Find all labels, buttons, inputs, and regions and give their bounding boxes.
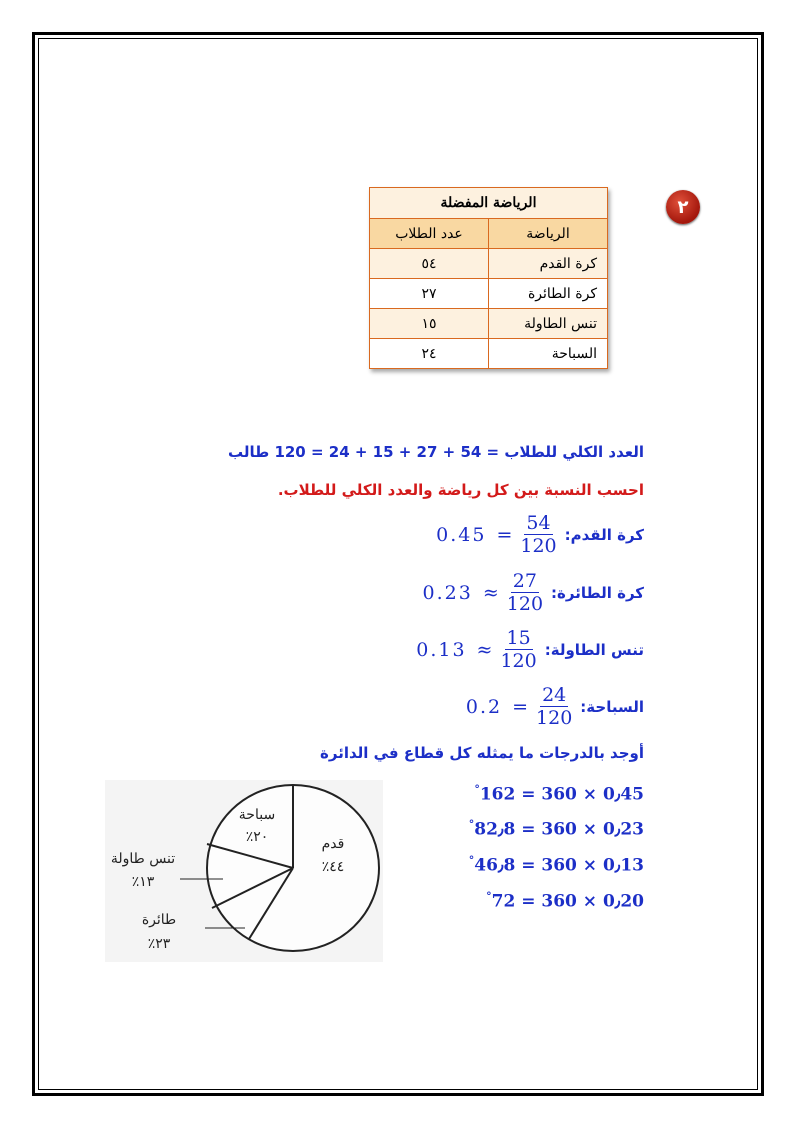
slice-label-volleyball-name: طائرة — [141, 912, 177, 928]
degree-line: °162 = 360 × 0٫45 — [474, 783, 644, 805]
degree-result: 46٫8 — [474, 855, 516, 876]
fraction-numerator: 15 — [506, 627, 531, 649]
ratio-operator: ≈ — [476, 638, 493, 661]
fraction — [507, 570, 543, 615]
ratio-operator: = — [496, 523, 513, 546]
sport-cell: تنس الطاولة — [489, 309, 608, 339]
header-sport: الرياضة — [489, 219, 608, 249]
instruction-line: احسب النسبة بين كل رياضة والعدد الكلي للطلاب. — [277, 481, 644, 499]
question-number-badge: ٢ — [666, 190, 700, 224]
ratio-label: السباحة: — [580, 697, 644, 716]
fraction — [520, 512, 556, 557]
sport-cell: السباحة — [489, 339, 608, 369]
ratio-label: كرة القدم: — [564, 525, 644, 544]
degree-result: 82٫8 — [474, 819, 516, 840]
header-count: عدد الطلاب — [370, 219, 489, 249]
degree-line: °46٫8 = 360 × 0٫13 — [468, 854, 644, 876]
degrees-heading: أوجد بالدرجات ما يمثله كل قطاع في الدائرة — [320, 744, 644, 762]
ratio-operator: = — [512, 695, 529, 718]
ratio-row-volleyball — [423, 570, 644, 615]
slice-label-swim-name: سباحة — [238, 807, 276, 823]
ratio-label: تنس الطاولة: — [544, 640, 644, 659]
table-caption: الرياضة المفضلة — [370, 188, 608, 219]
ratio-operator: ≈ — [482, 581, 499, 604]
sport-cell: كرة القدم — [489, 249, 608, 279]
fraction-denominator: 120 — [536, 707, 573, 729]
degree-expression: = 360 × 0٫20 — [521, 891, 644, 912]
total-students-line: العدد الكلي للطلاب = 54 + 27 + 15 + 24 = 120 طالب — [227, 443, 644, 461]
degree-result: 162 — [479, 784, 516, 805]
table-row — [370, 309, 608, 339]
fraction — [536, 684, 572, 729]
count-cell: ٥٤ — [370, 249, 489, 279]
degree-line: °72 = 360 × 0٫20 — [486, 890, 644, 912]
fraction-denominator: 120 — [500, 650, 537, 672]
slice-label-table-tennis-name: تنس طاولة — [110, 851, 176, 867]
slice-label-swim-pct: ٪٢٠ — [245, 829, 269, 845]
ratio-row-table-tennis — [416, 627, 644, 672]
degree-expression: = 360 × 0٫45 — [521, 784, 644, 805]
fraction-denominator: 120 — [520, 535, 557, 557]
table-row — [370, 339, 608, 369]
fraction-numerator: 27 — [512, 570, 537, 592]
fraction-numerator: 54 — [526, 512, 551, 534]
sport-cell: كرة الطائرة — [489, 279, 608, 309]
ratio-row-swimming — [466, 684, 644, 729]
ratio-value: 0.13 — [416, 638, 467, 661]
degree-expression: = 360 × 0٫23 — [521, 819, 644, 840]
ratio-value: 0.45 — [436, 523, 487, 546]
degree-expression: = 360 × 0٫13 — [521, 855, 644, 876]
count-cell: ٢٧ — [370, 279, 489, 309]
sports-pie-chart — [105, 780, 383, 962]
ratio-label: كرة الطائرة: — [551, 583, 644, 602]
ratio-value: 0.2 — [465, 695, 503, 718]
fraction — [500, 627, 536, 672]
count-cell: ٢٤ — [370, 339, 489, 369]
slice-label-football-name: قدم — [321, 836, 345, 852]
ratio-value: 0.23 — [422, 581, 473, 604]
favorite-sports-table — [369, 187, 608, 369]
degree-line: °82٫8 = 360 × 0٫23 — [468, 818, 644, 840]
count-cell: ١٥ — [370, 309, 489, 339]
fraction-numerator: 24 — [542, 684, 567, 706]
slice-label-table-tennis-pct: ٪١٣ — [131, 874, 155, 890]
table-row — [370, 249, 608, 279]
slice-label-volleyball-pct: ٪٢٣ — [147, 936, 171, 952]
slice-label-football-pct: ٪٤٤ — [321, 859, 345, 875]
ratio-row-football — [436, 512, 644, 557]
table-row — [370, 279, 608, 309]
fraction-denominator: 120 — [506, 593, 544, 615]
degree-result: 72 — [491, 891, 516, 912]
